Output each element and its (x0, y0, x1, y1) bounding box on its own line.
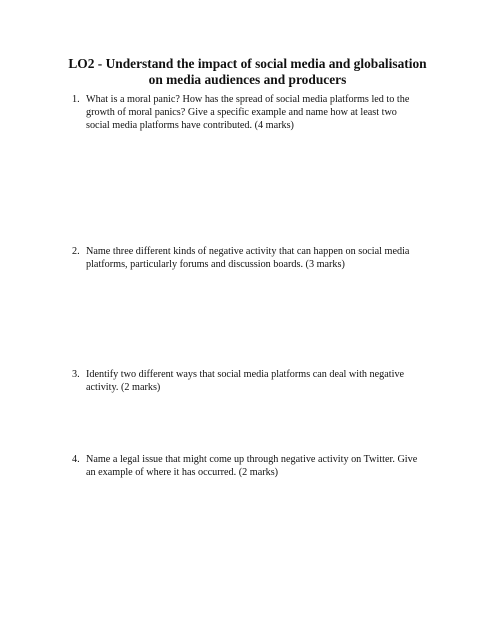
question-text (86, 453, 442, 479)
question-line: activity. (2 marks) (86, 382, 161, 393)
question-line: What is a moral panic? How has the spread of social media platforms led to the (86, 94, 410, 105)
page-title (40, 56, 455, 88)
title-line-2: on media audiences and producers (148, 72, 347, 87)
question-number: 1. (72, 94, 80, 105)
question-line: social media platforms have contributed. (4 marks) (86, 120, 294, 131)
question-line: Name a legal issue that might come up through negative activity on Twitter. Give (86, 454, 418, 465)
question-text (86, 245, 442, 271)
question-line: Name three different kinds of negative activity that can happen on social media (86, 246, 410, 257)
title-line-1: LO2 - Understand the impact of social media and globalisation (68, 56, 427, 71)
question-number: 2. (72, 246, 80, 257)
question-line: an example of where it has occurred. (2 marks) (86, 467, 279, 478)
question-number: 4. (72, 454, 80, 465)
question-line: platforms, particularly forums and discussion boards. (3 marks) (86, 259, 345, 270)
question-text (86, 368, 442, 394)
question-line: growth of moral panics? Give a specific example and name how at least two (86, 107, 397, 118)
question-number: 3. (72, 369, 80, 380)
question-text (86, 93, 442, 132)
question-line: Identify two different ways that social media platforms can deal with negative (86, 369, 405, 380)
